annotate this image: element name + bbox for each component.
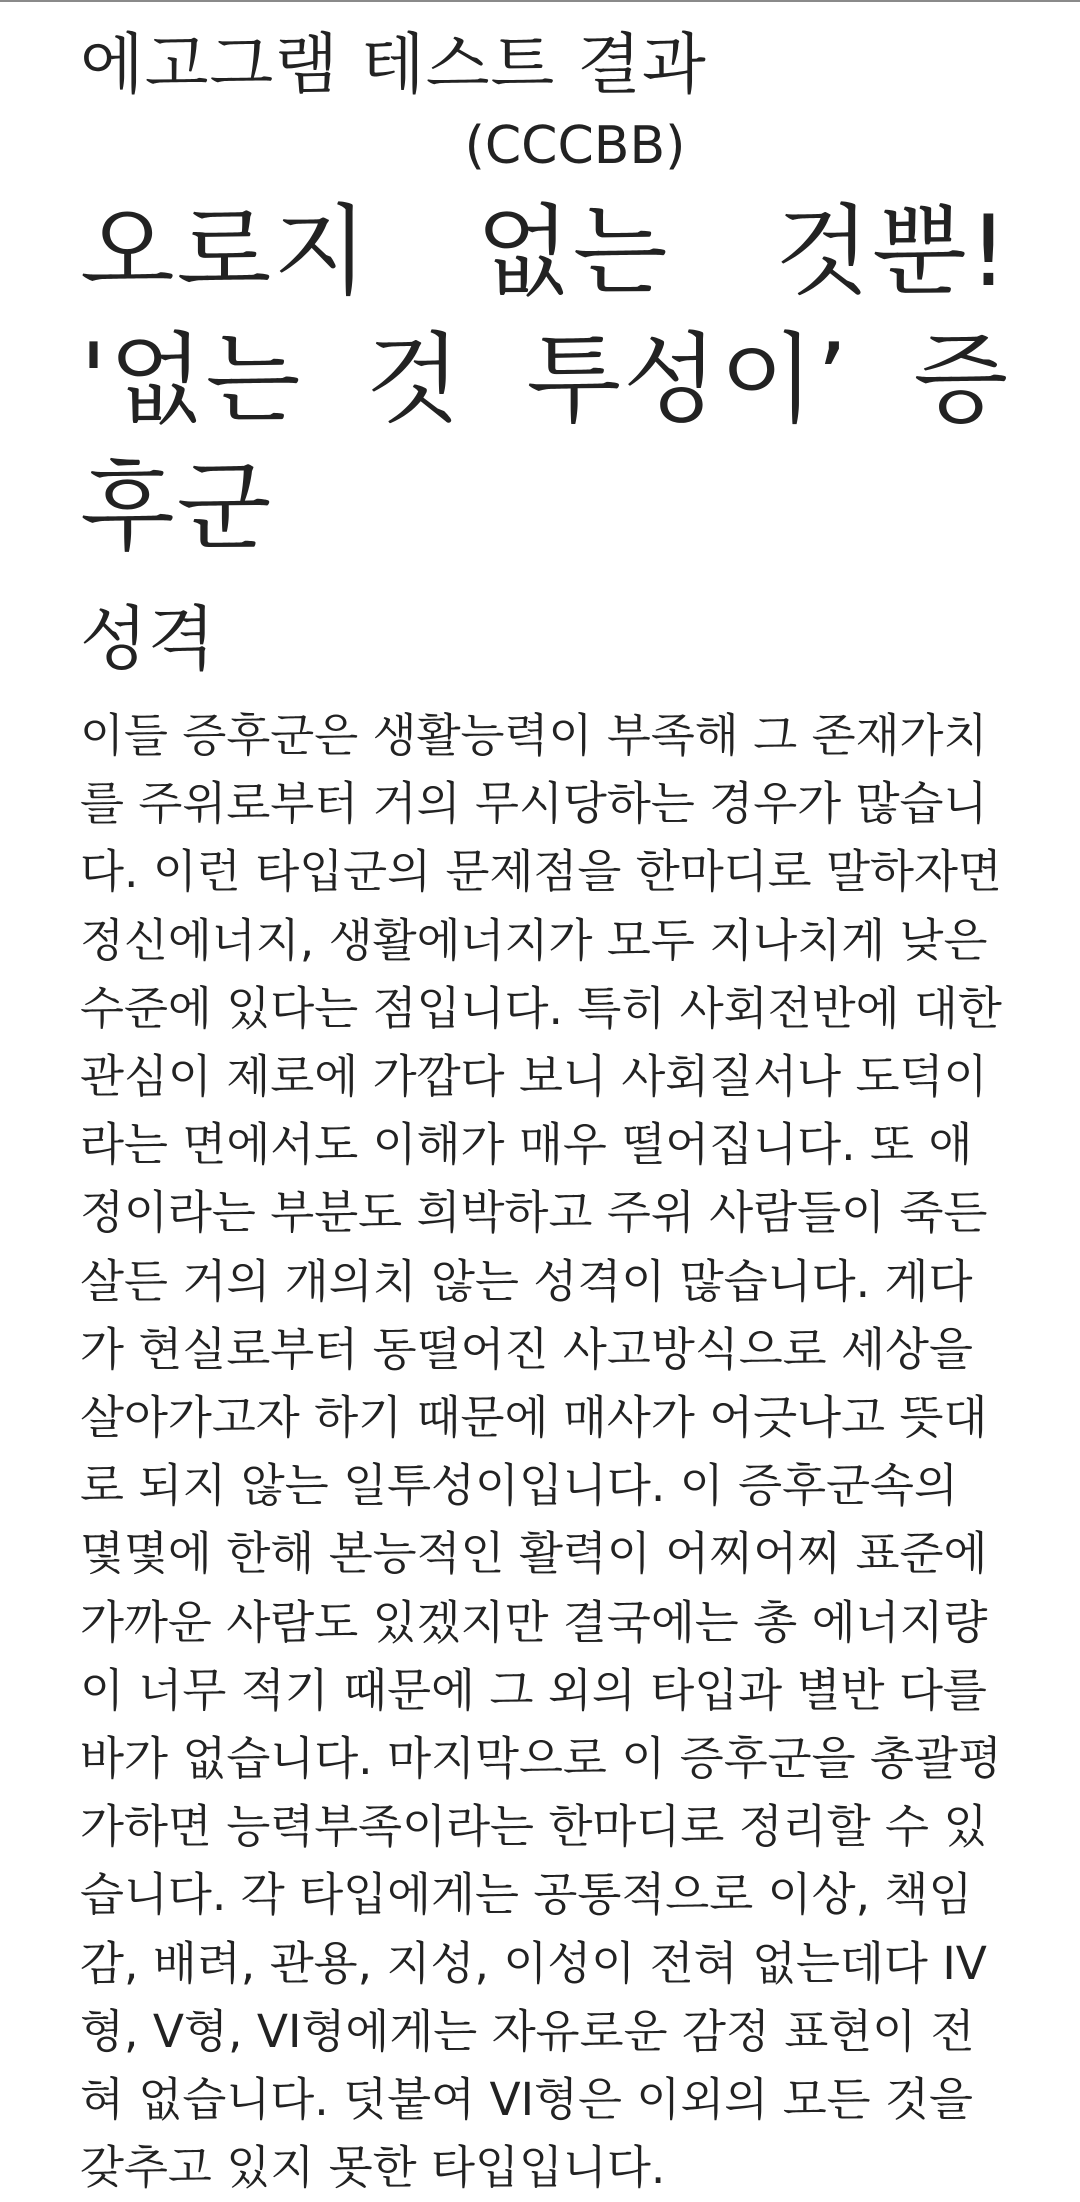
page-title: 에고그램 테스트 결과 <box>80 26 707 103</box>
result-headline: 오로지 없는 것뿐! '없는 것 투성이’ 증후군 <box>80 195 1010 565</box>
personality-section <box>80 594 1010 2202</box>
result-code: (CCCBB) <box>464 116 686 176</box>
section-heading: 성격 <box>80 598 216 680</box>
result-content <box>80 22 1010 2202</box>
top-divider <box>0 0 1080 2</box>
personality-description: 이들 증후군은 생활능력이 부족해 그 존재가치를 주위로부터 거의 무시당하는 경우가 많습니다. 이런 타입군의 문제점을 한마디로 말하자면 정신에너지, 생활에너지가 모두 지나치게 낮은 수준에 있다는 점입니다. 특히 사회전반에 대한 관심이 제로에 가깝다 보니 사회질서나 도덕이라는 면에서도 이해가 매우 떨어집니다. 또 애정이라는 부분도 희박하고 주위 사람들이 죽든 살든 거의 개의치 않는 성격이 많습니다. 게다가 현실로부터 동떨어진 사고방식으로 세상을 살아가고자 하기 때문에 매사가 어긋나고 뜻대로 되지 않는 일투성이입니다. 이 증후군속의 몇몇에 한해 본능적인 활력이 어찌어찌 표준에 가까운 사람도 있겠지만 결국에는 총 에너지량이 너무 적기 때문에 그 외의 타입과 별반 다를 바가 없습니다. 마지막으로 이 증후군을 총괄평가하면 능력부족이라는 한마디로 정리할 수 있습니다. 각 타입에게는 공통적으로 이상, 책임감, 배려, 관용, 지성, 이성이 전혀 없는데다 IV형, V형, VI형에게는 자유로운 감정 표현이 전혀 없습니다. 덧붙여 VI형은 이외의 모든 것을 갖추고 있지 못한 타입입니다. <box>80 709 1002 2195</box>
